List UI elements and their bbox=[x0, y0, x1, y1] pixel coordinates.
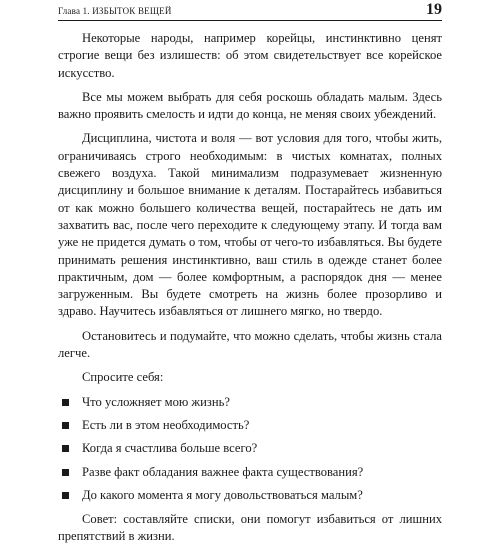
paragraph-ask-yourself: Спросите себя: bbox=[82, 370, 164, 385]
list-item bbox=[58, 464, 442, 481]
paragraph-discipline: Дисциплина, чистота и воля — вот условия для того, чтобы жить, ограничиваясь строго необходимым: в чистых комнатах, полных свежего воздуха. Такой минимализм подразумевает жизненную дисциплину и большое внимание к деталям. Постарайтесь избавиться от как можно большего количества вещей, постарайтесь не дать им захватить вас, после чего переходите к следующему этапу. И тогда вам уже не придется думать о том, чтобы от чего-то избавляться. Вы будете принимать решения инстинктивно, ваш стиль в одежде станет более практичным, дом — более комфортным, а распорядок дня — менее загруженным. Вы будете смотреть на жизнь более прозорливо и здраво. Научитесь избавляться от лишнего мягко, но твердо. bbox=[58, 131, 442, 319]
square-bullet-icon bbox=[62, 492, 69, 499]
question-text: Когда я счастлива больше всего? bbox=[82, 441, 258, 456]
square-bullet-icon bbox=[62, 469, 69, 476]
square-bullet-icon bbox=[62, 399, 69, 406]
paragraph-advice: Совет: составляйте списки, они помогут избавиться от лишних препятствий в жизни. bbox=[58, 512, 442, 544]
square-bullet-icon bbox=[62, 445, 69, 452]
question-text: Разве факт обладания важнее факта существования? bbox=[82, 464, 364, 479]
list-item bbox=[58, 487, 442, 504]
list-item bbox=[58, 417, 442, 434]
question-text: Что усложняет мою жизнь? bbox=[82, 394, 230, 409]
page-number: 19 bbox=[426, 1, 442, 18]
page-body bbox=[58, 30, 442, 546]
square-bullet-icon bbox=[62, 422, 69, 429]
page-header bbox=[58, 2, 442, 21]
question-text: До какого момента я могу довольствоваться малым? bbox=[82, 487, 363, 502]
list-item bbox=[58, 394, 442, 411]
paragraph-koreans: Некоторые народы, например корейцы, инстинктивно ценят строгие вещи без излишеств: об этом свидетельствует все корейское искусство. bbox=[58, 31, 442, 80]
running-head: Глава 1. ИЗБЫТОК ВЕЩЕЙ bbox=[58, 6, 172, 16]
paragraph-stop-and-think: Остановитесь и подумайте, что можно сделать, чтобы жизнь стала легче. bbox=[58, 328, 442, 361]
question-list bbox=[58, 394, 442, 504]
question-text: Есть ли в этом необходимость? bbox=[82, 417, 250, 432]
paragraph-luxury-of-little: Все мы можем выбрать для себя роскошь обладать малым. Здесь важно проявить смелость и идти до конца, не меняя своих убеждений. bbox=[58, 89, 442, 122]
list-item bbox=[58, 440, 442, 457]
